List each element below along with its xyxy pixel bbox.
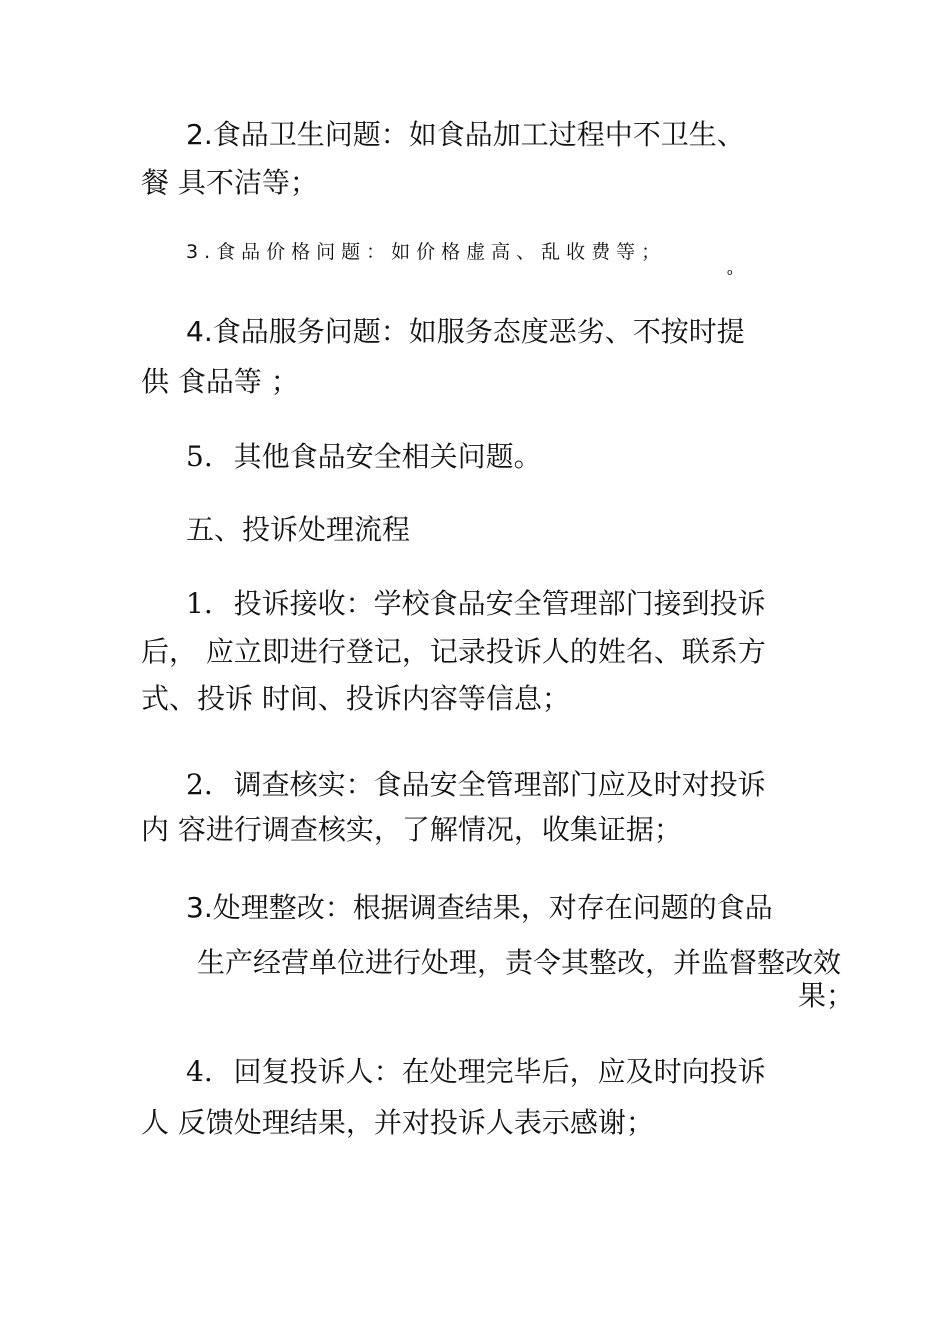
step3-line1: 3.处理整改：根据调查结果，对存在问题的食品 (186, 891, 773, 924)
step4-line1 (186, 1055, 766, 1089)
step2-line1 (186, 768, 766, 802)
step4-line2: 人 反馈处理结果，并对投诉人表示感谢； (141, 1106, 654, 1139)
step1-line3: 式、投诉 时间、投诉内容等信息； (141, 682, 570, 715)
item5-text: 其他食品安全相关问题。 (233, 440, 542, 473)
step4-number: 4. (186, 1055, 213, 1088)
section-heading: 五、投诉处理流程 (186, 513, 411, 546)
item5-line (186, 440, 542, 474)
item2-line1: 2.食品卫生问题：如食品加工过程中不卫生、 (186, 118, 745, 151)
item2-line2: 餐 具不洁等； (141, 166, 318, 199)
step4-text: 回复投诉人：在处理完毕后，应及时向投诉 (233, 1055, 766, 1088)
step1-line1 (186, 587, 766, 621)
step2-text: 调查核实：食品安全管理部门应及时对投诉 (233, 768, 766, 801)
step2-line2: 内 容进行调查核实，了解情况，收集证据； (141, 813, 682, 846)
item4-line1: 4.食品服务问题：如服务态度恶劣、不按时提 (186, 315, 745, 348)
step3-line3: 果； (798, 979, 855, 1012)
item4-line2: 供 食品等 ； (141, 365, 299, 398)
step3-line2: 生产经营单位进行处理，责令其整改，并监督整改效 (197, 946, 842, 979)
item5-number: 5. (186, 440, 213, 473)
step1-line2: 后， 应立即进行登记，记录投诉人的姓名、联系方 (141, 635, 766, 668)
step1-text: 投诉接收：学校食品安全管理部门接到投诉 (233, 587, 766, 620)
step2-number: 2. (186, 768, 213, 801)
item3-mark: o (727, 268, 733, 278)
item3-line1: 3.食品价格问题：如价格虚高、乱收费等； (186, 241, 667, 263)
step1-number: 1. (186, 587, 213, 620)
